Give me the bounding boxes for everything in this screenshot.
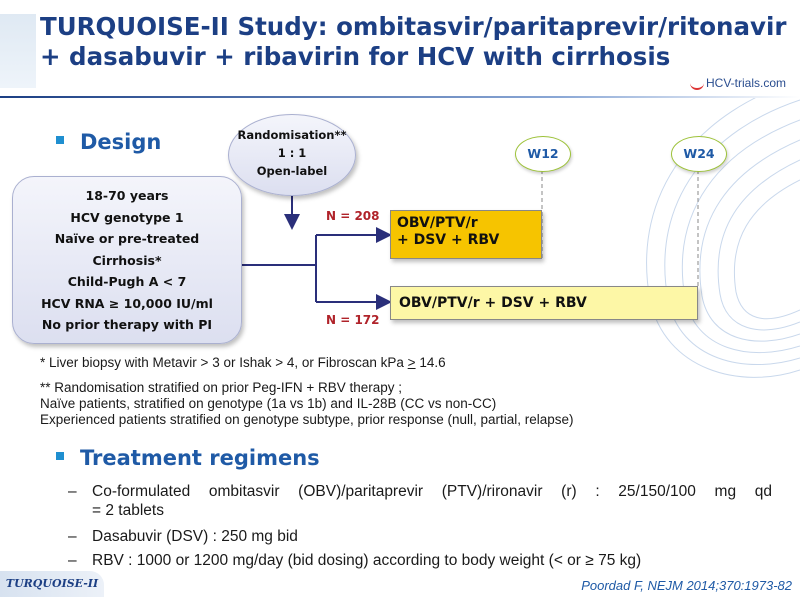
footnote-biopsy-prefix: * Liver biopsy with Metavir > 3 or Ishak > 4, or Fibroscan kPa: [40, 355, 408, 370]
footnote-biopsy-operator: >: [407, 355, 416, 370]
arm2-n-label: N = 172: [326, 313, 380, 327]
citation: Poordad F, NEJM 2014;370:1973-82: [581, 578, 792, 593]
slide-title-line2: + dasabuvir + ribavirin for HCV with cirrhosis: [40, 42, 671, 71]
footnote-stratification-line1: ** Randomisation stratified on prior Peg-IFN + RBV therapy ;: [40, 380, 403, 395]
arm2-regimen-bar: [390, 286, 698, 320]
criterion-treatment-history: Naïve or pre-treated: [54, 231, 200, 246]
criterion-age: 18-70 years: [85, 188, 169, 203]
logo-mark-icon: [690, 78, 704, 90]
square-bullet-icon: [56, 452, 64, 460]
footnote-biopsy-suffix: 14.6: [415, 355, 446, 370]
arm1-regimen-line2: + DSV + RBV: [397, 232, 500, 248]
treatment-item-ribavirin: [68, 551, 772, 570]
criterion-child-pugh: Child-Pugh A < 7: [67, 274, 187, 289]
treatment-item-coformulated: [68, 482, 772, 520]
title-accent: [0, 14, 36, 88]
population-criteria-box: [12, 176, 242, 344]
arm1-regimen-line1: OBV/PTV/r: [397, 215, 478, 231]
week-24-marker: W24: [671, 136, 727, 172]
footnote-biopsy: [40, 355, 446, 371]
title-bar: [0, 0, 800, 96]
footnote-stratification-line2: Naïve patients, stratified on genotype (1a vs 1b) and IL-28B (CC vs non-CC): [40, 396, 497, 411]
treatment-heading: [56, 446, 320, 470]
treatment-item-coformulated-line1: Co-formulated ombitasvir (OBV)/paritaprevir (PTV)/rironavir (r) : 25/150/100 mg qd: [92, 483, 772, 500]
footnote-stratification-line3: Experienced patients stratified on genotype subtype, prior response (null, partial, relapse): [40, 412, 574, 427]
design-heading: [56, 130, 161, 154]
title-divider: [0, 96, 800, 98]
dash-bullet-icon: –: [68, 483, 77, 500]
arm2-regimen-line1: OBV/PTV/r + DSV + RBV: [399, 295, 587, 311]
criterion-hcv-rna: HCV RNA ≥ 10,000 IU/ml: [41, 295, 213, 311]
treatment-heading-text: Treatment regimens: [80, 446, 320, 470]
design-heading-text: Design: [80, 130, 162, 154]
footnote-stratification: [40, 380, 574, 428]
logo-text: HCV-trials.com: [705, 76, 786, 90]
dash-bullet-icon: –: [68, 528, 77, 545]
study-footer-tag: TURQUOISE-II: [0, 571, 104, 597]
slide-title-line1: TURQUOISE-II Study: ombitasvir/paritaprevir/ritonavir: [40, 12, 787, 41]
week-12-marker: W12: [515, 136, 571, 172]
criterion-no-prior-pi: No prior therapy with PI: [41, 317, 213, 332]
treatment-item-coformulated-line2: = 2 tablets: [92, 502, 164, 519]
dash-bullet-icon: –: [68, 552, 77, 569]
arm1-n-label: N = 208: [326, 209, 380, 223]
slide-title: [40, 12, 790, 72]
criterion-genotype: HCV genotype 1: [70, 209, 184, 225]
randomisation-oval: [228, 114, 356, 196]
treatment-item-dasabuvir-text: Dasabuvir (DSV) : 250 mg bid: [92, 528, 298, 545]
randomisation-ratio: 1 : 1: [277, 146, 307, 160]
randomisation-label: Randomisation**: [237, 128, 347, 142]
square-bullet-icon: [56, 136, 64, 144]
site-logo: [690, 76, 786, 90]
arm1-regimen-bar: [390, 210, 542, 259]
criterion-cirrhosis: Cirrhosis*: [92, 252, 162, 268]
randomisation-design: Open-label: [256, 164, 328, 178]
treatment-item-ribavirin-text: RBV : 1000 or 1200 mg/day (bid dosing) according to body weight (< or ≥ 75 kg): [92, 552, 642, 569]
treatment-item-dasabuvir: [68, 527, 772, 546]
